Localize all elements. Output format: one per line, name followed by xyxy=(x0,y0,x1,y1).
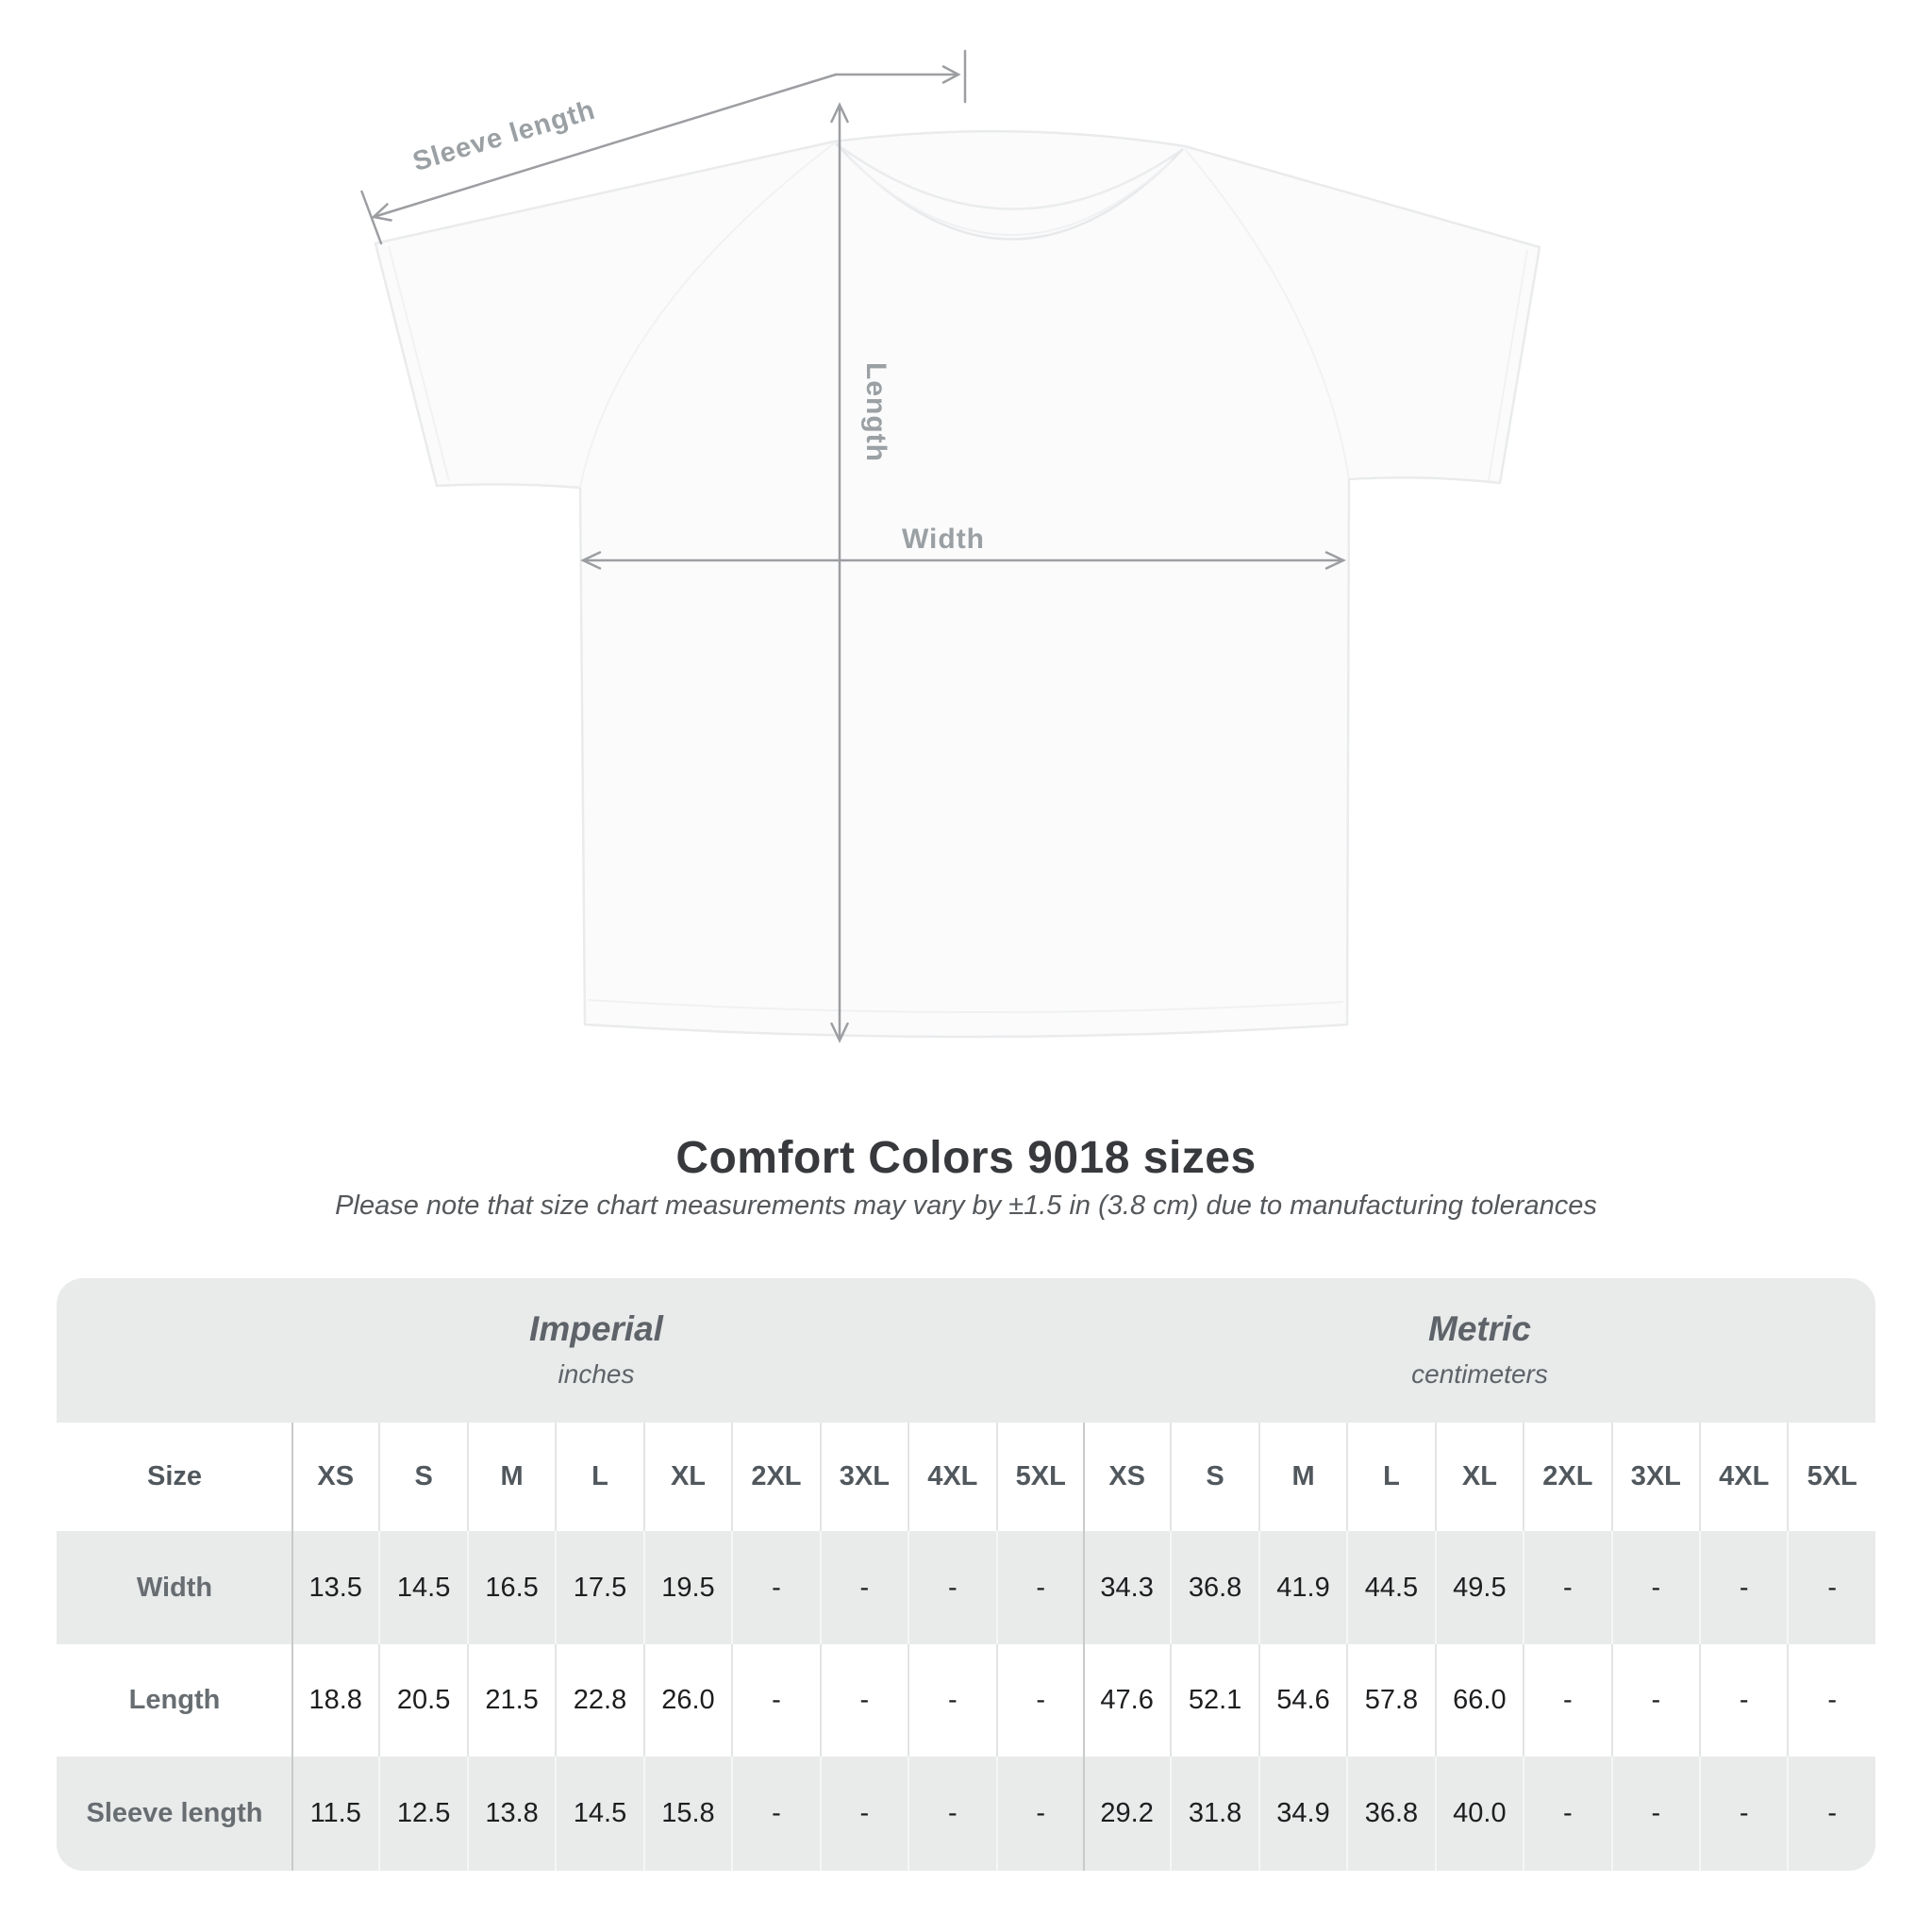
value-cell: 29.2 xyxy=(1084,1757,1170,1871)
value-cell: - xyxy=(1699,1644,1787,1757)
size-column-divider xyxy=(291,1423,293,1871)
value-cell: 34.9 xyxy=(1258,1757,1346,1871)
value-cell: - xyxy=(820,1757,908,1871)
value-cell: 34.3 xyxy=(1084,1531,1170,1644)
value-cell: 13.8 xyxy=(467,1757,555,1871)
sleeve-length-label: Sleeve length xyxy=(409,94,599,178)
value-cell: 47.6 xyxy=(1084,1644,1170,1757)
value-cell: - xyxy=(996,1644,1084,1757)
row-header-width: Width xyxy=(57,1531,292,1644)
size-column-header: Size xyxy=(57,1423,292,1531)
value-cell: - xyxy=(1523,1531,1610,1644)
size-header-imperial-s: S xyxy=(378,1423,466,1531)
page-title: Comfort Colors 9018 sizes xyxy=(675,1133,1257,1183)
imperial-title: Imperial xyxy=(529,1309,663,1348)
value-cell: - xyxy=(731,1531,819,1644)
value-cell: 17.5 xyxy=(555,1531,642,1644)
width-label: Width xyxy=(901,524,986,555)
value-cell: - xyxy=(1699,1531,1787,1644)
row-header-length: Length xyxy=(57,1644,292,1757)
tshirt-illustration xyxy=(375,131,1540,1037)
value-cell: - xyxy=(1611,1644,1699,1757)
size-table xyxy=(57,1278,1875,1871)
tshirt-body xyxy=(375,131,1540,1037)
value-cell: 14.5 xyxy=(555,1757,642,1871)
value-cell: 21.5 xyxy=(467,1644,555,1757)
value-cell: - xyxy=(820,1644,908,1757)
size-header-imperial-2xl: 2XL xyxy=(731,1423,819,1531)
value-cell: 26.0 xyxy=(643,1644,731,1757)
size-header-metric-3xl: 3XL xyxy=(1611,1423,1699,1531)
size-header-metric-5xl: 5XL xyxy=(1787,1423,1874,1531)
value-cell: - xyxy=(1787,1531,1874,1644)
value-cell: - xyxy=(1611,1757,1699,1871)
unit-group-metric xyxy=(1084,1278,1875,1423)
value-cell: - xyxy=(1523,1757,1610,1871)
value-cell: 66.0 xyxy=(1435,1644,1523,1757)
value-cell: - xyxy=(996,1531,1084,1644)
size-header-imperial-xl: XL xyxy=(643,1423,731,1531)
value-cell: 54.6 xyxy=(1258,1644,1346,1757)
value-cell: - xyxy=(1699,1757,1787,1871)
value-cell: 19.5 xyxy=(643,1531,731,1644)
size-header-metric-2xl: 2XL xyxy=(1523,1423,1610,1531)
tolerance-note: Please note that size chart measurements may vary by ±1.5 in (3.8 cm) due to manufacturing tolerances xyxy=(335,1191,1597,1221)
value-cell: 31.8 xyxy=(1170,1757,1257,1871)
unit-header-row xyxy=(57,1278,1875,1423)
size-header-metric-xl: XL xyxy=(1435,1423,1523,1531)
size-header-imperial-l: L xyxy=(555,1423,642,1531)
size-header-metric-xs: XS xyxy=(1084,1423,1170,1531)
table-row-width xyxy=(57,1531,1875,1644)
value-cell: 40.0 xyxy=(1435,1757,1523,1871)
value-cell: - xyxy=(1611,1531,1699,1644)
size-header-row xyxy=(57,1423,1875,1531)
value-cell: - xyxy=(1787,1644,1874,1757)
size-header-imperial-xs: XS xyxy=(292,1423,378,1531)
size-header-metric-4xl: 4XL xyxy=(1699,1423,1787,1531)
value-cell: 13.5 xyxy=(292,1531,378,1644)
value-cell: 11.5 xyxy=(292,1757,378,1871)
table-row-length xyxy=(57,1644,1875,1757)
value-cell: 14.5 xyxy=(378,1531,466,1644)
size-header-metric-m: M xyxy=(1258,1423,1346,1531)
metric-title: Metric xyxy=(1428,1309,1531,1348)
value-cell: - xyxy=(820,1531,908,1644)
length-label: Length xyxy=(860,362,891,462)
value-cell: - xyxy=(996,1757,1084,1871)
value-cell: 16.5 xyxy=(467,1531,555,1644)
row-header-sleeve-length: Sleeve length xyxy=(57,1757,292,1871)
unit-system-divider xyxy=(1083,1423,1085,1871)
size-header-imperial-m: M xyxy=(467,1423,555,1531)
value-cell: - xyxy=(731,1644,819,1757)
value-cell: 18.8 xyxy=(292,1644,378,1757)
value-cell: 52.1 xyxy=(1170,1644,1257,1757)
size-header-metric-s: S xyxy=(1170,1423,1257,1531)
value-cell: - xyxy=(908,1757,995,1871)
unit-group-imperial xyxy=(57,1278,1084,1423)
value-cell: - xyxy=(908,1531,995,1644)
value-cell: 36.8 xyxy=(1346,1757,1434,1871)
value-cell: 22.8 xyxy=(555,1644,642,1757)
imperial-unit: inches xyxy=(558,1359,635,1389)
value-cell: 41.9 xyxy=(1258,1531,1346,1644)
metric-unit: centimeters xyxy=(1411,1359,1548,1389)
value-cell: - xyxy=(1523,1644,1610,1757)
value-cell: 36.8 xyxy=(1170,1531,1257,1644)
value-cell: 57.8 xyxy=(1346,1644,1434,1757)
value-cell: - xyxy=(908,1644,995,1757)
value-cell: 20.5 xyxy=(378,1644,466,1757)
value-cell: 49.5 xyxy=(1435,1531,1523,1644)
size-header-imperial-5xl: 5XL xyxy=(996,1423,1084,1531)
value-cell: 15.8 xyxy=(643,1757,731,1871)
value-cell: 12.5 xyxy=(378,1757,466,1871)
size-header-metric-l: L xyxy=(1346,1423,1434,1531)
size-header-imperial-4xl: 4XL xyxy=(908,1423,995,1531)
table-row-sleeve-length xyxy=(57,1757,1875,1871)
size-header-imperial-3xl: 3XL xyxy=(820,1423,908,1531)
value-cell: 44.5 xyxy=(1346,1531,1434,1644)
value-cell: - xyxy=(731,1757,819,1871)
value-cell: - xyxy=(1787,1757,1874,1871)
